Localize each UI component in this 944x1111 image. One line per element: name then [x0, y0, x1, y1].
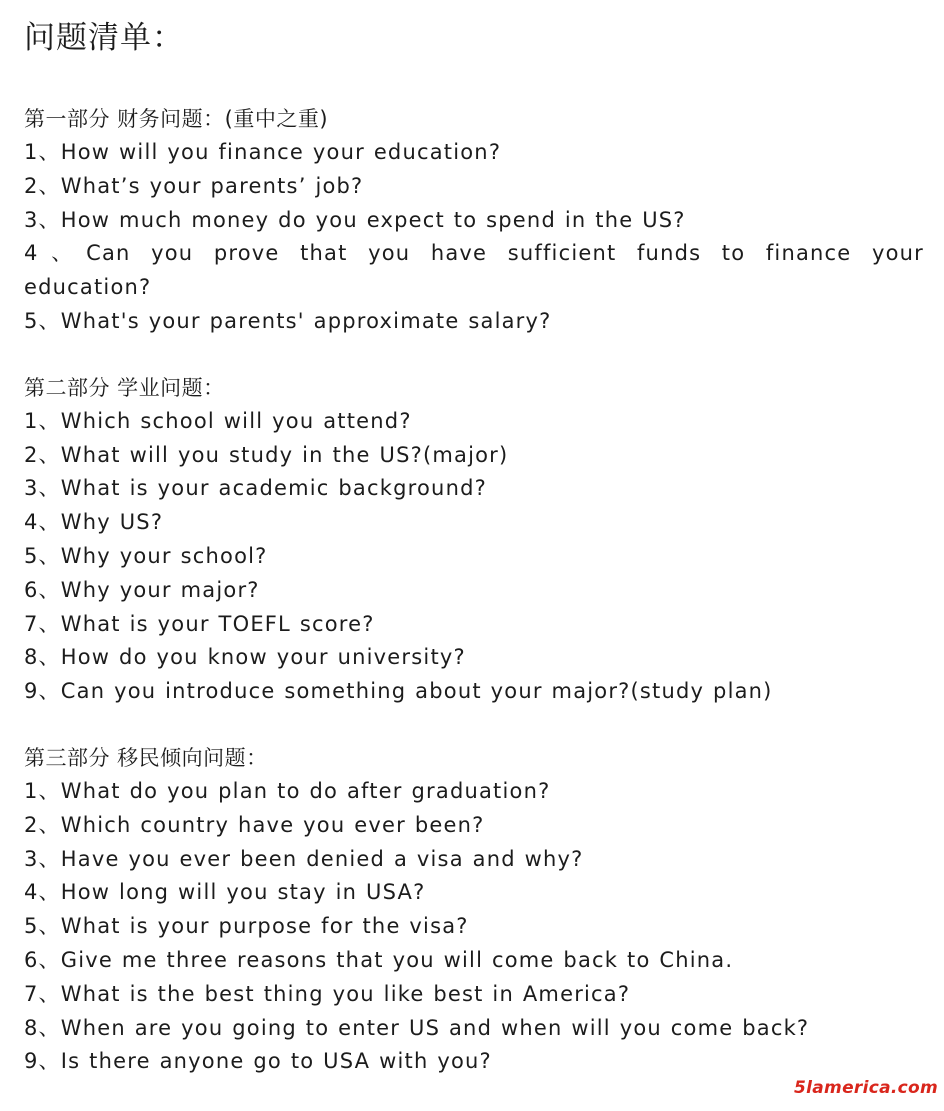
question-item: 4、Why US? — [24, 510, 164, 535]
question-item: 1、How will you finance your education? — [24, 140, 502, 164]
question-item: 1、What do you plan to do after graduation? — [24, 778, 551, 803]
question-item: 3、Have you ever been denied a visa and why? — [24, 846, 584, 871]
question-item: 2、What will you study in the US?(major) — [24, 442, 509, 467]
section-heading-academic: 第二部分 学业问题： — [24, 375, 225, 400]
question-item — [24, 237, 924, 305]
page-title: 问题清单： — [24, 20, 184, 56]
question-item: 6、Why your major? — [24, 577, 260, 602]
question-item: 5、What's your parents' approximate salary? — [24, 308, 552, 333]
question-item: 8、When are you going to enter US and when will you come back? — [24, 1015, 810, 1040]
question-item: 5、Why your school? — [24, 543, 268, 568]
document-page — [24, 16, 924, 1111]
question-item: 6、Give me three reasons that you will come back to China. — [24, 947, 734, 972]
section-heading-finance: 第一部分 财务问题：(重中之重) — [24, 107, 329, 131]
question-item: 9、Is there anyone go to USA with you? — [24, 1049, 492, 1074]
question-item: 3、What is your academic background? — [24, 476, 487, 501]
section-finance — [24, 102, 924, 339]
question-item: 7、What is your TOEFL score? — [24, 611, 375, 636]
question-item: 9、Can you introduce something about your major?(study plan) — [24, 679, 773, 704]
question-item: 7、What is the best thing you like best in America? — [24, 981, 631, 1006]
question-item: 8、How do you know your university? — [24, 645, 466, 670]
question-item: 5、What is your purpose for the visa? — [24, 914, 469, 939]
section-immigration — [24, 741, 924, 1079]
section-heading-immigration: 第三部分 移民倾向问题： — [24, 745, 268, 770]
section-academic — [24, 371, 924, 709]
site-watermark: 5lamerica.com — [794, 1078, 938, 1098]
question-item: 1、Which school will you attend? — [24, 408, 412, 433]
question-item: 2、What’s your parents’ job? — [24, 173, 364, 198]
question-item-line-2: education? — [24, 275, 152, 300]
question-item-line-1: 4、Can you prove that you have sufficient funds to finance your — [24, 241, 924, 266]
question-item: 3、How much money do you expect to spend in the US? — [24, 207, 686, 232]
question-item: 2、Which country have you ever been? — [24, 812, 485, 837]
question-item: 4、How long will you stay in USA? — [24, 880, 426, 905]
